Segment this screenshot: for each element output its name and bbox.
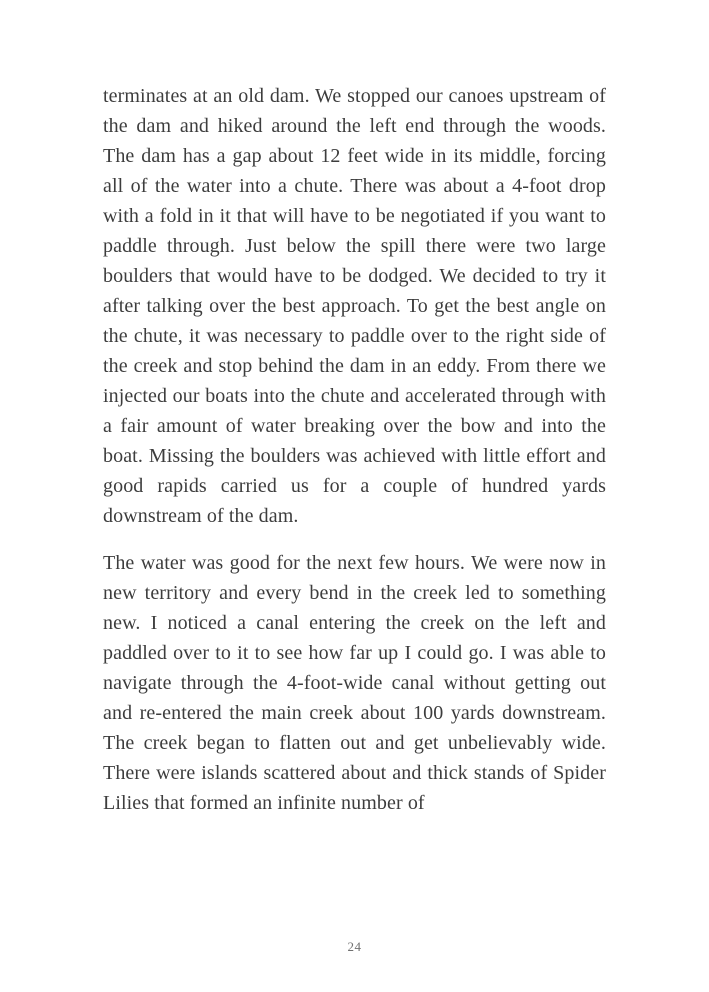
page-footer xyxy=(0,938,709,956)
page-number: 24 xyxy=(347,939,362,954)
body-paragraph: terminates at an old dam. We stopped our canoes upstream of the dam and hiked around the left end through the woods. The dam has a gap about 12 feet wide in its middle, forcing all of the water into a chute. There was about a 4-foot drop with a fold in it that will have to be negotiated if you want to paddle through. Just below the spill there were two large boulders that would have to be dodged. We decided to try it after talking over the best approach. To get the best angle on the chute, it was necessary to paddle over to the right side of the creek and stop behind the dam in an eddy. From there we injected our boats into the chute and accelerated through with a fair amount of water breaking over the bow and into the boat. Missing the boulders was achieved with little effort and good rapids carried us for a couple of hundred yards downstream of the dam. xyxy=(103,85,606,527)
body-text-block xyxy=(103,81,606,835)
body-paragraph: The water was good for the next few hours. We were now in new territory and every bend in the creek led to something new. I noticed a canal entering the creek on the left and paddled over to it to see how far up I could go. I was able to navigate through the 4-foot-wide canal without getting out and re-entered the main creek about 100 yards downstream. The creek began to flatten out and get unbelievably wide. There were islands scattered about and thick stands of Spider Lilies that formed an infinite number of xyxy=(103,552,606,814)
